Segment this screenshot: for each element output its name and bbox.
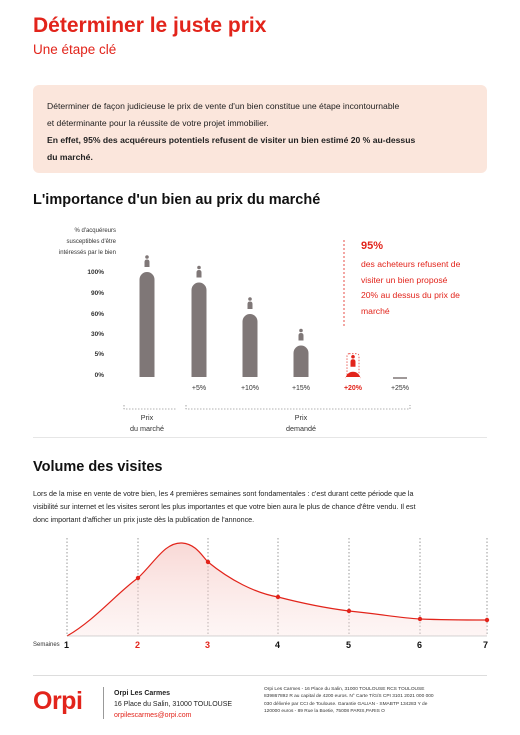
week-number: 2: [135, 640, 141, 650]
legal-text: [264, 686, 489, 715]
highlight-outline: [347, 354, 359, 376]
visits-point: [347, 609, 351, 613]
y-tick: 90%: [90, 290, 104, 297]
agency-email-link[interactable]: orpilescarmes@orpi.com: [114, 712, 192, 719]
intro-box: [33, 85, 487, 173]
visits-line: visibilité sur internet et les visites seront les plus importantes et que votre bien aura le plus de chance d'être vendu. Il est: [33, 502, 416, 511]
note-line: visiter un bien proposé: [361, 274, 448, 285]
intro-line-1: Déterminer de façon judicieuse le prix de vente d'un bien constitue une étape incontournable: [47, 101, 400, 111]
note-line: 20% au dessus du prix de: [361, 290, 460, 300]
y-tick: 100%: [87, 269, 104, 276]
person-icon: [145, 260, 150, 268]
group-label-line: Prix: [140, 413, 154, 422]
intro-bold-2: du marché.: [47, 152, 93, 162]
chart-bar: [140, 272, 155, 377]
group-bracket-market: [124, 405, 176, 409]
person-icon: [351, 359, 356, 367]
y-axis-label-line: % d'acquéreurs: [74, 228, 116, 234]
group-label-asked: [272, 412, 330, 434]
y-tick: 0%: [94, 372, 104, 379]
x-label: +10%: [240, 385, 260, 392]
visits-point: [418, 617, 422, 621]
footer-separator: [103, 687, 104, 719]
y-tick: 60%: [90, 311, 104, 318]
orpi-logo: Orpi: [33, 687, 83, 715]
visits-point: [276, 595, 280, 599]
agency-address: 16 Place du Salin, 31000 TOULOUSE: [114, 701, 233, 708]
visits-heading: Volume des visites: [33, 459, 163, 475]
person-icon-head: [197, 266, 201, 270]
week-number: 5: [346, 640, 352, 650]
chart-bar: [294, 346, 309, 377]
week-number: 6: [417, 640, 423, 650]
footer-divider: [33, 675, 487, 676]
person-icon-head: [145, 255, 149, 259]
visits-point: [485, 618, 489, 622]
note-text: [361, 257, 491, 319]
person-icon: [248, 302, 253, 310]
visits-line: donc important d'afficher un prix juste dès la publication de l'annonce.: [33, 515, 255, 524]
page-title: Déterminer le juste prix: [33, 14, 267, 37]
x-label-highlight: +20%: [343, 385, 363, 392]
intro-bold-1: En effet, 95% des acquéreurs potentiels refusent de visiter un bien estimé 20 % au-dessus: [47, 135, 416, 145]
legal-line: 120000 euros - 89 Rue la Boetie, 75008 PARIS,PARIS O: [264, 708, 385, 714]
week-number: 4: [275, 640, 281, 650]
visits-area: [67, 543, 487, 636]
x-label: +25%: [390, 385, 410, 392]
y-axis-label: [38, 226, 116, 259]
weeks-label: Semaines: [33, 642, 60, 648]
y-tick: 30%: [90, 331, 104, 338]
chart-bar-highlight: [346, 372, 361, 379]
chart-bar: [192, 283, 207, 378]
person-icon-head: [351, 355, 355, 359]
legal-line: 030 délivrée par CCI de Toulouse. Garantie GALIAN - SMABTP 134283 Y de: [264, 701, 428, 707]
x-label: +15%: [291, 385, 311, 392]
y-axis-label-line: susceptibles d'être: [66, 239, 116, 245]
y-axis-label-line: intéressés par le bien: [58, 250, 116, 256]
group-label-line: Prix: [294, 413, 308, 422]
note-percentage: 95%: [361, 240, 384, 252]
person-icon: [197, 270, 202, 278]
week-number: 3: [205, 640, 211, 650]
person-icon-head: [299, 329, 303, 333]
intro-line-2: et déterminante pour la réussite de votre projet immobilier.: [47, 118, 269, 128]
x-label: +5%: [191, 385, 207, 392]
chart-bar: [243, 314, 258, 377]
agency-name: Orpi Les Carmes: [114, 690, 171, 697]
week-number: 7: [483, 640, 489, 650]
importance-heading: L'importance d'un bien au prix du marché: [33, 192, 321, 208]
visits-text: [33, 487, 487, 526]
visits-point: [206, 560, 210, 564]
visits-curve: [67, 543, 487, 636]
legal-line: 839867892 R au capital de 4200 euros. N° Carte T/G/S CPI 3101 2021 000 000: [264, 694, 434, 700]
visits-point: [136, 576, 140, 580]
group-label-line: demandé: [286, 424, 316, 433]
person-icon: [299, 333, 304, 341]
y-tick: 5%: [94, 351, 104, 358]
person-icon-head: [248, 297, 252, 301]
page-subtitle: Une étape clé: [33, 42, 117, 57]
visits-line: Lors de la mise en vente de votre bien, les 4 premières semaines sont fondamentales : c'est durant cette période que la: [33, 489, 414, 498]
week-number: 1: [64, 640, 70, 650]
agency-info: [114, 688, 232, 721]
group-label-market: [118, 412, 176, 434]
group-bracket-asked: [186, 405, 410, 409]
note-line: des acheteurs refusent de: [361, 259, 461, 269]
group-label-line: du marché: [130, 424, 164, 433]
note-line: marché: [361, 305, 390, 316]
divider: [33, 437, 487, 438]
legal-line: Orpi Les Carmes - 16 Place du Salin, 31000 TOULOUSE RCS TOULOUSE: [264, 687, 425, 692]
